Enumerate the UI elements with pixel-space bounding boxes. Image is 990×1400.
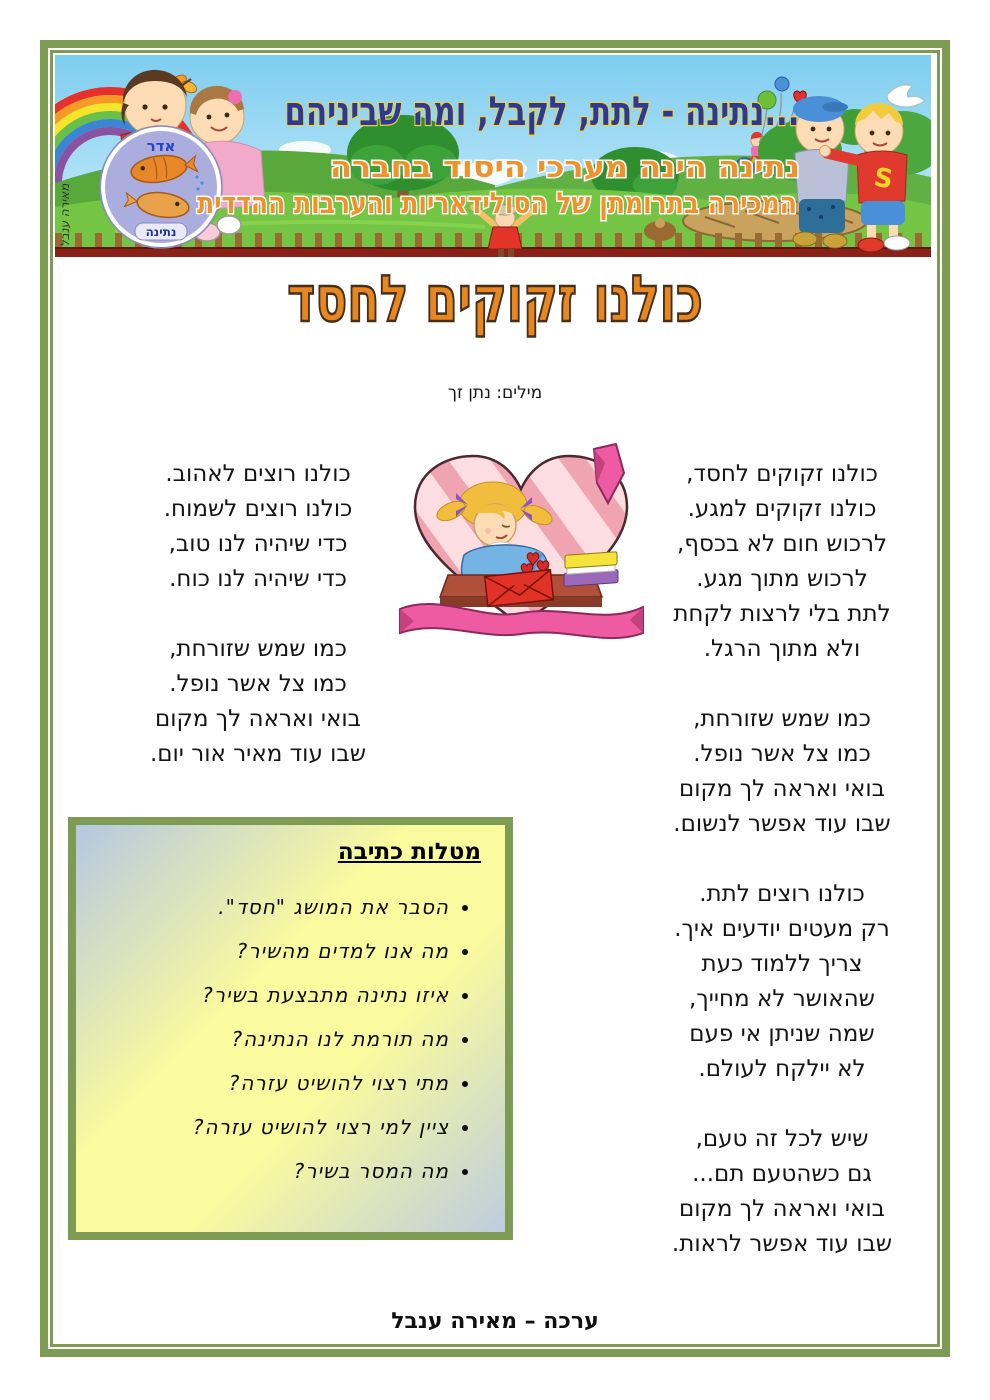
poem-line: שבו עוד מאיר אור יום. [149, 741, 367, 767]
writing-task-item: • מה אנו למדים מהשיר? [100, 939, 449, 963]
banner-subtitle-2: המכירה בתרומתן של הסולידאריות והערבות ההדדית [197, 186, 797, 220]
poem-line: רק מעטים יודעים איך. [674, 916, 890, 942]
page-content [53, 53, 937, 1344]
writing-tasks-list [100, 895, 475, 1183]
shirt-letter: S [871, 162, 896, 196]
poem-line: בואי ואראה לך מקום [155, 706, 361, 732]
poem-line: כמו צל אשר נופל. [169, 671, 347, 697]
poem-line: שמה שניתן אי פעם [689, 1021, 875, 1047]
writing-task-item: • איזו נתינה מתבצעת בשיר? [100, 983, 449, 1007]
poem-title: כולנו זקוקים לחסד [287, 263, 703, 337]
envelope [485, 570, 554, 607]
poem-line: לרכוש חום לא בכסף, [676, 531, 888, 557]
poem-line: כמו צל אשר נופל. [693, 741, 871, 767]
writing-tasks-title: מטלות כתיבה [337, 839, 481, 865]
poem-line: בואי ואראה לך מקום [679, 1196, 885, 1222]
poem-column-left [108, 457, 408, 772]
banner-illustration [55, 55, 931, 257]
poem-line: שיש לכל זה טעם, [695, 1126, 869, 1152]
poem-line: שבו עוד אפשר לנשום. [673, 811, 891, 837]
banner-title: נתינה - לתת, לקבל, ומה שביניהם... [284, 89, 907, 135]
poem-line: לא יילקח לעולם. [698, 1056, 866, 1082]
poem-line: לתת בלי לרצות לקחת [673, 601, 891, 627]
writing-task-item: • מתי רצוי להושיט עזרה? [100, 1071, 449, 1095]
poem-line: לרכוש מתוך מגע. [696, 566, 868, 592]
badge-bottom-label: נתינה [145, 225, 177, 239]
poem-line: בואי ואראה לך מקום [679, 776, 885, 802]
poem-line: ולא מתוך הרגל. [703, 636, 861, 662]
poem-line: כדי שיהיה לנו טוב, [168, 531, 348, 557]
books-stack [564, 552, 618, 587]
poem-line: כולנו רוצים לשמוח. [163, 496, 353, 522]
banner-subtitle-1: נתינה הינה מערכי היסוד בחברה [330, 150, 800, 184]
girl-writing-heart-illustration [398, 443, 645, 648]
poem-line: שבו עוד אפשר לראות. [671, 1231, 893, 1257]
poem-column-right [632, 457, 932, 1262]
poem-line: כולנו רוצים לאהוב. [165, 461, 351, 487]
poem-line: כולנו רוצים לתת. [699, 881, 865, 907]
poem-line [108, 597, 408, 632]
poem-line: גם כשהטעם תם... [692, 1161, 872, 1187]
page-frame [40, 40, 950, 1357]
writing-task-item: • ציין למי רצוי להושיט עזרה? [100, 1115, 449, 1139]
poem-line: צריך ללמוד כעת [701, 951, 863, 977]
banner [55, 55, 931, 257]
poem-line [632, 667, 932, 702]
writing-task-item: • הסבר את המושג "חסד". [100, 895, 449, 919]
page-frame-inner [50, 50, 940, 1347]
banner-bottom-strip [55, 249, 931, 257]
poem-line: כולנו זקוקים למגע. [687, 496, 877, 522]
kids-with-badge-icon [100, 70, 265, 248]
poem-line: כמו שמש שזורחת, [169, 636, 347, 662]
banner-credit-vertical: מאירה ענבל [58, 183, 72, 247]
poem-line: שהאושר לא מחייך, [689, 986, 875, 1012]
poem-line: כדי שיהיה לנו כוח. [169, 566, 347, 592]
writing-task-item: • מה המסר בשיר? [100, 1159, 449, 1183]
poem-line: כולנו זקוקים לחסד, [686, 461, 878, 487]
poem-line [632, 842, 932, 877]
writing-task-item: • מה תורמת לנו הנתינה? [100, 1027, 449, 1051]
poem-line [632, 1087, 932, 1122]
badge-top-label: אדר [146, 137, 176, 155]
poem-line: כמו שמש שזורחת, [693, 706, 871, 732]
editor-credit: ערכה – מאירה ענבל [391, 1309, 599, 1334]
writing-tasks-box [68, 817, 513, 1240]
lyrics-credit: מילים: נתן זך [447, 383, 543, 403]
